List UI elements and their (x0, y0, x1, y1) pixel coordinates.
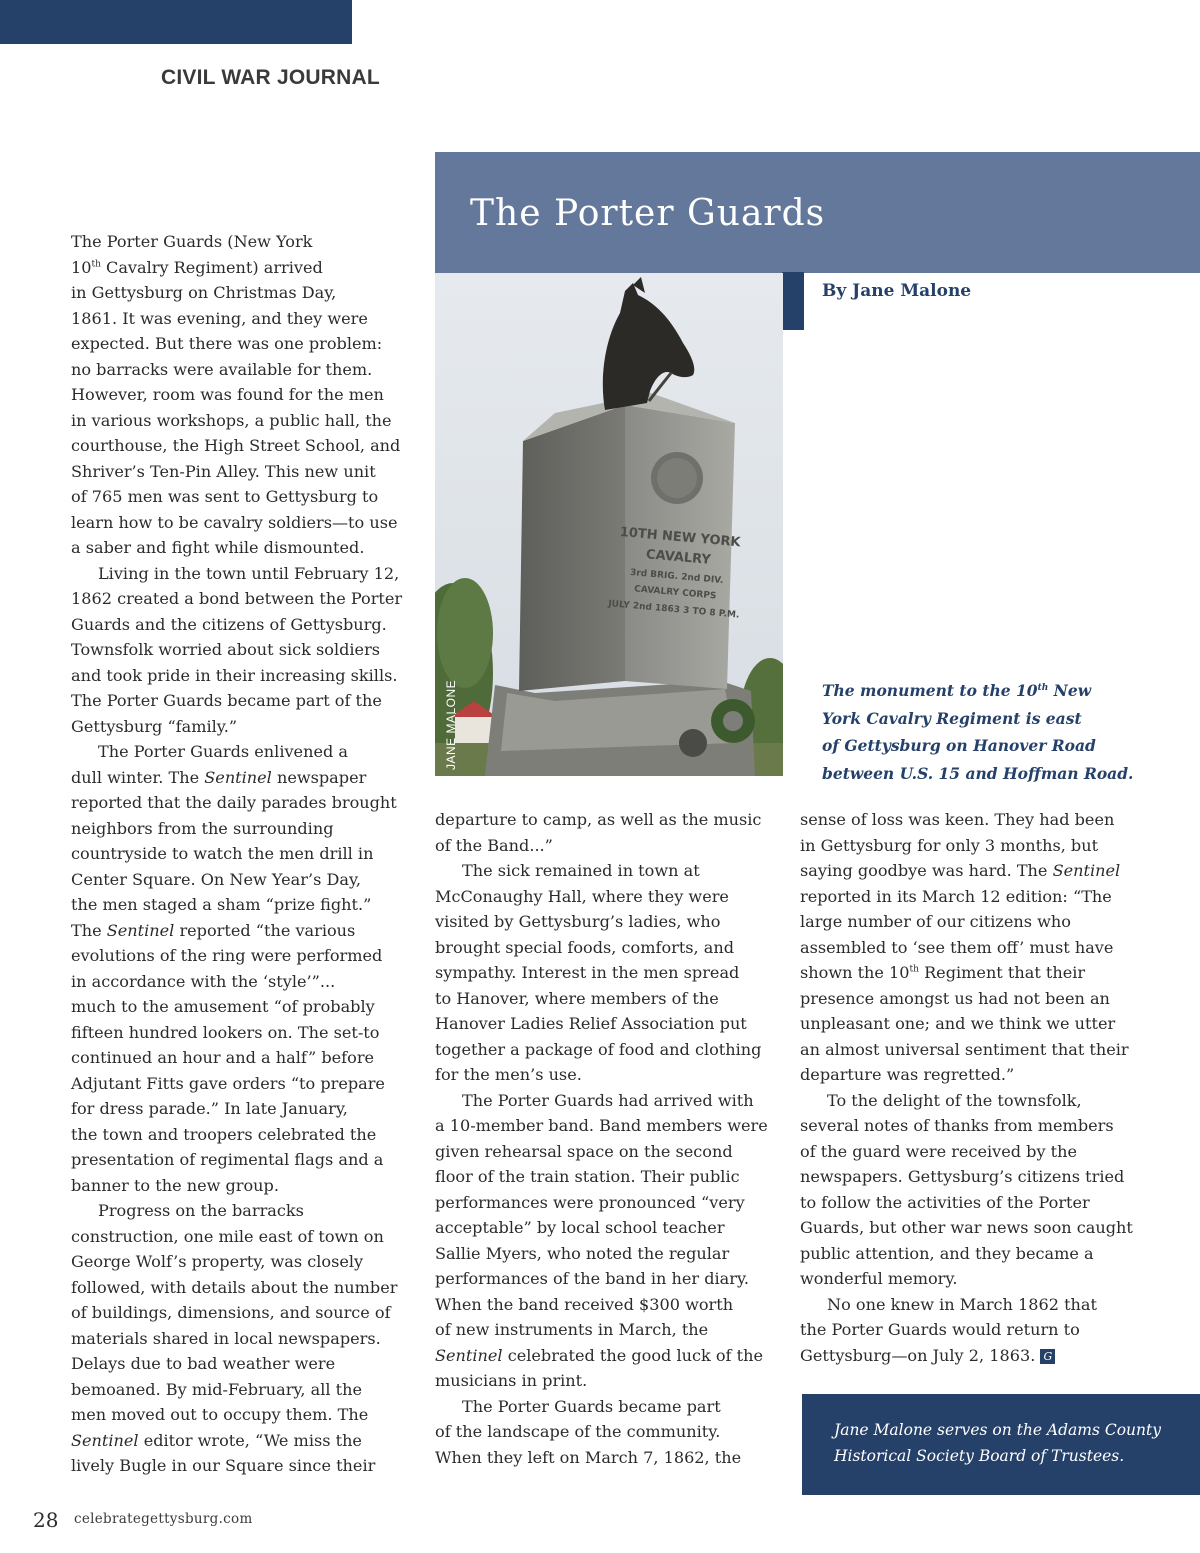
text-line: a 10-member band. Band members were (435, 1116, 768, 1135)
text-line (800, 1343, 1135, 1369)
caption-line: The monument to the 10th New (822, 681, 1092, 700)
text-line: an almost universal sentiment that their (800, 1039, 1129, 1059)
text-line: presence amongst us had not been an (800, 988, 1110, 1008)
monument-inscription-1: 10TH NEW YORK (619, 524, 742, 551)
text-line: of the landscape of the community. (435, 1422, 721, 1441)
text-line: Living in the town until February 12, (98, 563, 400, 583)
text-line: brought special foods, comforts, and (435, 937, 735, 957)
text-line: Progress on the barracks (98, 1201, 304, 1220)
text-line: floor of the train station. Their public (435, 1167, 740, 1186)
text-line: dull winter. The Sentinel newspaper (71, 767, 367, 787)
text-line: performances were pronounced “very (435, 1192, 745, 1212)
text-line: departure was regretted.” (800, 1065, 1015, 1084)
text-line: reported that the daily parades brought (71, 793, 397, 812)
text-line: in Gettysburg on Christmas Day, (71, 283, 337, 302)
byline: By Jane Malone (822, 281, 972, 301)
caption-line: of Gettysburg on Hanover Road (822, 736, 1096, 755)
text-line: the Porter Guards would return to (800, 1320, 1080, 1339)
text-line: of 765 men was sent to Gettysburg to (71, 487, 379, 506)
text-line: for the men’s use. (435, 1065, 582, 1084)
text-line: and took pride in their increasing skills. (71, 665, 398, 685)
website-url[interactable]: celebrategettysburg.com (74, 1511, 253, 1527)
text-line: followed, with details about the number (71, 1277, 398, 1297)
section-label: CIVIL WAR JOURNAL (161, 66, 380, 89)
text-line: Hanover Ladies Relief Association put (435, 1014, 747, 1033)
caption-line: between U.S. 15 and Hoffman Road. (822, 763, 1134, 783)
text-line: No one knew in March 1862 that (827, 1294, 1097, 1314)
text-line: expected. But there was one problem: (71, 334, 383, 353)
text-line: 10th Cavalry Regiment) arrived (71, 257, 323, 277)
text-line: presentation of regimental flags and a (71, 1150, 384, 1169)
text-line: assembled to ‘see them off’ must have (800, 937, 1114, 957)
text-line: acceptable” by local school teacher (435, 1218, 725, 1237)
text-line: Sentinel editor wrote, “We miss the (71, 1430, 362, 1450)
text-line: The Porter Guards (New York (71, 232, 313, 251)
text-line: Center Square. On New Year’s Day, (71, 869, 362, 889)
text-line: 1862 created a bond between the Porter (71, 589, 403, 608)
text-line: However, room was found for the men (71, 385, 384, 404)
text-line: men moved out to occupy them. The (71, 1405, 369, 1424)
caption-line: York Cavalry Regiment is east (822, 708, 1082, 728)
text-line: no barracks were available for them. (71, 359, 373, 379)
text-line: of new instruments in March, the (435, 1320, 709, 1339)
text-line: in various workshops, a public hall, the (71, 410, 392, 430)
text-line: the town and troopers celebrated the (71, 1124, 377, 1144)
text-line: wonderful memory. (800, 1269, 958, 1288)
text-line: When they left on March 7, 1862, the (435, 1447, 742, 1467)
text-line: departure to camp, as well as the music (435, 810, 762, 829)
text-line: given rehearsal space on the second (435, 1141, 733, 1161)
text-line: banner to the new group. (71, 1175, 279, 1195)
text-line: visited by Gettysburg’s ladies, who (435, 912, 721, 931)
text-line: to Hanover, where members of the (435, 988, 719, 1008)
text-line: The sick remained in town at (462, 861, 700, 880)
text-line: When the band received $300 worth (435, 1294, 734, 1314)
text-line: Sallie Myers, who noted the regular (435, 1243, 730, 1263)
text-line: Townsfolk worried about sick soldiers (71, 640, 381, 659)
author-bio (834, 1417, 1161, 1469)
text-line: The Sentinel reported “the various (71, 920, 356, 940)
monument-inscription-2: CAVALRY (645, 547, 712, 568)
article-column-1 (71, 229, 401, 1479)
text-line: public attention, and they became a (800, 1243, 1094, 1263)
text-line: To the delight of the townsfolk, (827, 1090, 1082, 1110)
end-mark-icon: G (1040, 1349, 1055, 1364)
bio-line: Jane Malone serves on the Adams County (834, 1421, 1161, 1439)
text-line: of the Band...” (435, 835, 553, 855)
text-line: The Porter Guards enlivened a (98, 742, 348, 761)
text-line: reported in its March 12 edition: “The (800, 886, 1112, 906)
text-line: construction, one mile east of town on (71, 1226, 384, 1246)
text-line: of the guard were received by the (800, 1141, 1078, 1161)
text-line: Guards, but other war news soon caught (800, 1218, 1133, 1237)
text-line: sense of loss was keen. They had been (800, 810, 1115, 829)
text-line: lively Bugle in our Square since their (71, 1456, 376, 1475)
text-line: The Porter Guards had arrived with (462, 1090, 754, 1110)
text-line: of buildings, dimensions, and source of (71, 1303, 391, 1322)
text-line: bemoaned. By mid-February, all the (71, 1379, 362, 1399)
text-line: Sentinel celebrated the good luck of the (435, 1345, 763, 1365)
text-line: in Gettysburg for only 3 months, but (800, 835, 1099, 855)
header-accent-bar (0, 0, 352, 44)
text-line: in accordance with the ‘style’”... (71, 971, 336, 991)
text-line: materials shared in local newspapers. (71, 1328, 381, 1348)
article-title: The Porter Guards (470, 193, 826, 234)
text-line: much to the amusement “of probably (71, 997, 375, 1016)
page-number: 28 (33, 1508, 59, 1532)
bio-line: Historical Society Board of Trustees. (834, 1447, 1125, 1465)
monument-photo (435, 273, 783, 776)
text-line: The Porter Guards became part (462, 1396, 721, 1416)
text-line: courthouse, the High Street School, and (71, 436, 401, 455)
text-line: several notes of thanks from members (800, 1116, 1114, 1135)
photo-caption (822, 677, 1134, 787)
text-line: continued an hour and a half” before (71, 1048, 375, 1067)
text-line: unpleasant one; and we think we utter (800, 1014, 1116, 1033)
monument-inscription-4: CAVALRY CORPS (633, 584, 717, 602)
byline-accent-bar (782, 272, 804, 330)
text-line: George Wolf’s property, was closely (71, 1252, 364, 1271)
text-line: Delays due to bad weather were (71, 1354, 336, 1373)
text-line: the men staged a sham “prize fight.” (71, 895, 372, 914)
article-column-3 (800, 807, 1135, 1368)
text-line: learn how to be cavalry soldiers—to use (71, 512, 398, 532)
text-line: together a package of food and clothing (435, 1039, 762, 1059)
text-line: a saber and fight while dismounted. (71, 538, 365, 557)
text-line: evolutions of the ring were performed (71, 946, 383, 965)
text-line: countryside to watch the men drill in (71, 844, 374, 863)
monument-inscription-5: JULY 2nd 1863 3 TO 8 P.M. (607, 599, 740, 621)
text-line: Gettysburg “family.” (71, 716, 238, 736)
text-line: newspapers. Gettysburg’s citizens tried (800, 1167, 1125, 1186)
text-line: The Porter Guards became part of the (71, 691, 382, 710)
text-line: shown the 10th Regiment that their (800, 963, 1086, 982)
text-line: Guards and the citizens of Gettysburg. (71, 614, 387, 634)
text-line: Adjutant Fitts gave orders “to prepare (71, 1073, 385, 1093)
text-line: saying goodbye was hard. The Sentinel (800, 861, 1121, 880)
article-column-2 (435, 807, 770, 1470)
text-line: large number of our citizens who (800, 912, 1071, 931)
text-line-final: Gettysburg—on July 2, 1863. (800, 1345, 1036, 1365)
text-line: musicians in print. (435, 1371, 588, 1390)
text-line: for dress parade.” In late January, (71, 1099, 348, 1118)
monument-inscription-3: 3rd BRIG. 2nd DIV. (629, 567, 724, 587)
text-line: McConaughy Hall, where they were (435, 886, 729, 906)
photo-credit: JANE MALONE (444, 679, 458, 770)
text-line: neighbors from the surrounding (71, 818, 334, 838)
text-line: 1861. It was evening, and they were (71, 308, 368, 328)
text-line: fifteen hundred lookers on. The set-to (71, 1022, 380, 1042)
text-line: performances of the band in her diary. (435, 1269, 750, 1288)
text-line: sympathy. Interest in the men spread (435, 963, 740, 982)
text-line: to follow the activities of the Porter (800, 1192, 1090, 1212)
text-line: Shriver’s Ten-Pin Alley. This new unit (71, 461, 376, 481)
